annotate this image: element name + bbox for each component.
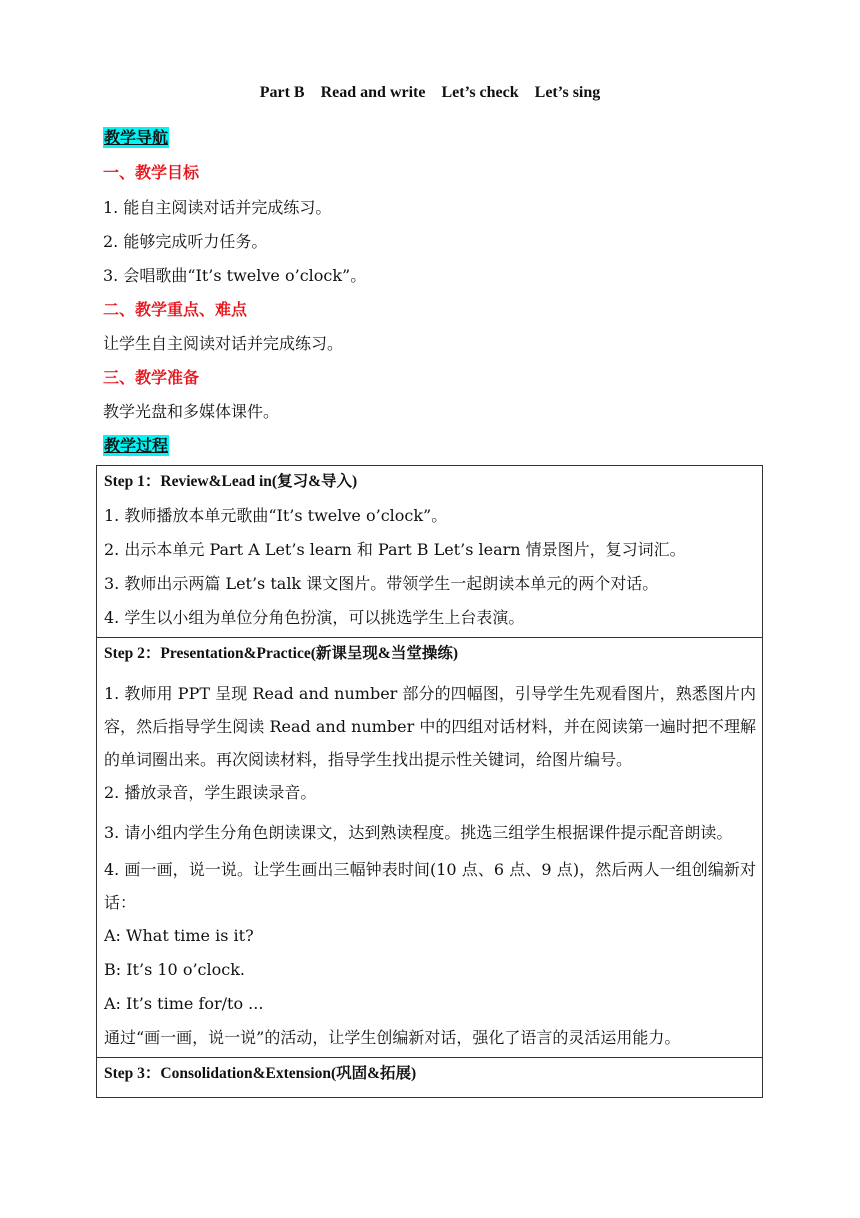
goal-item: 3. 会唱歌曲“It’s twelve o’clock”。 [103, 266, 367, 285]
step-row [97, 1058, 763, 1098]
steps-table [96, 465, 763, 1098]
dialog-line: A: It’s time for/to ... [104, 994, 264, 1013]
step-2-line: 2. 播放录音，学生跟读录音。 [104, 783, 317, 802]
preparation-text: 教学光盘和多媒体课件。 [103, 402, 280, 421]
preparation-heading: 三、教学准备 [103, 368, 200, 387]
key-points-heading: 二、教学重点、难点 [103, 300, 248, 319]
step-1-line: 3. 教师出示两篇 Let’s talk 课文图片。带领学生一起朗读本单元的两个对话。 [104, 574, 659, 593]
step-row [97, 466, 763, 638]
step-3-title: Step 3：Consolidation&Extension(巩固&拓展) [104, 1065, 417, 1082]
dialog-line: A: What time is it? [104, 926, 254, 945]
step-2-cell [97, 638, 763, 1058]
step-1-title: Step 1：Review&Lead in(复习&导入) [104, 473, 358, 490]
step-1-line: 1. 教师播放本单元歌曲“It’s twelve o’clock”。 [104, 506, 448, 525]
step-1-line: 4. 学生以小组为单位分角色扮演，可以挑选学生上台表演。 [104, 608, 525, 627]
step-2-paragraph: 1. 教师用 PPT 呈现 Read and number 部分的四幅图，引导学生先观看图片，熟悉图片内容，然后指导学生阅读 Read and number 中的四组对话材料，并在阅读第一遍时把不理解的单词圈出来。再次阅读材料，指导学生找出提示性关键词，给图片编号。 [104, 684, 756, 769]
step-row [97, 638, 763, 1058]
step-2-title: Step 2：Presentation&Practice(新课呈现&当堂操练) [104, 645, 458, 662]
page-title: Part B Read and write Let’s check Let’s sing [259, 84, 601, 101]
step-1-cell [97, 466, 763, 638]
goal-item: 1. 能自主阅读对话并完成练习。 [103, 198, 332, 217]
nav-heading: 教学导航 [104, 128, 169, 147]
process-heading: 教学过程 [104, 436, 169, 455]
step-1-line: 2. 出示本单元 Part A Let’s learn 和 Part B Let’s learn 情景图片，复习词汇。 [104, 540, 686, 559]
step-2-paragraph: 3. 请小组内学生分角色朗读课文，达到熟读程度。挑选三组学生根据课件提示配音朗读。 [104, 823, 733, 842]
goals-heading: 一、教学目标 [103, 163, 200, 182]
key-points-text: 让学生自主阅读对话并完成练习。 [103, 334, 344, 353]
step-3-cell [97, 1058, 763, 1098]
dialog-line: B: It’s 10 o’clock. [104, 960, 245, 979]
goal-item: 2. 能够完成听力任务。 [103, 232, 268, 251]
step-2-paragraph: 4. 画一画，说一说。让学生画出三幅钟表时间(10 点、6 点、9 点)，然后两人一组创编新对话： [104, 860, 756, 912]
step-2-summary: 通过“画一画，说一说”的活动，让学生创编新对话，强化了语言的灵活运用能力。 [104, 1028, 681, 1047]
